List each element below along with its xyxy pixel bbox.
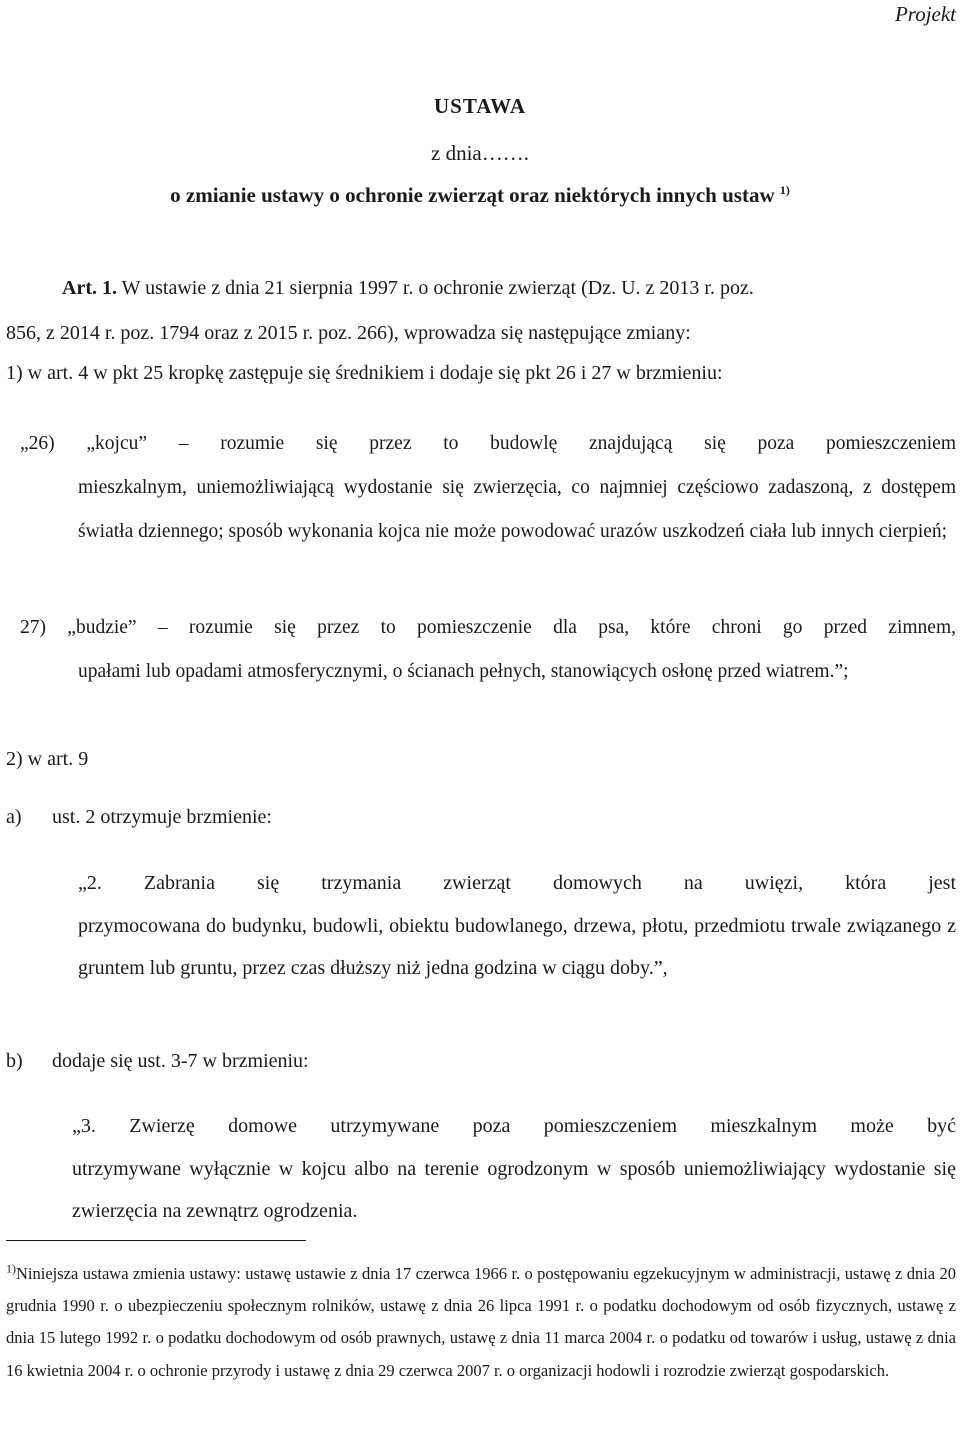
definition-26-body: mieszkalnym, uniemożliwiającą wydostanie się zwierzęcia, co najmniej częściowo zadaszoną, z dostępem światła dziennego; sposób wykonania kojca nie może powodować urazów uszkodzeń ciała lub innych cierpień; [78,477,956,542]
definition-26-first-line: „26) „kojcu” – rozumie się przez to budowlę znajdującą się poza pomieszczeniem [20,433,956,454]
article-1-line-1 [62,267,952,309]
article-label: Art. 1. [62,277,117,299]
footnote-text: Niniejsza ustawa zmienia ustawy: ustawę ustawie z dnia 17 czerwca 1966 r. o postępowaniu egzekucyjnym w administracji, ustawę z dnia 20 grudnia 1990 r. o ubezpieczeniu społecznym rolników, ustawę z dnia 26 lipca 1991 r. o podatku dochodowym od osób fizycznych, ustawę z dnia 15 lutego 1992 r. o podatku dochodowym od osób prawnych, ustawę z dnia 11 marca 2004 r. o podatku od towarów i usług, ustawę z dnia 16 kwietnia 2004 r. o ochronie przyrody i ustawę z dnia 29 czerwca 2007 r. o organizacji hodowli i rozrodzie zwierząt gospodarskich. [6,1264,956,1380]
draft-status-label: Projekt [894,2,956,26]
footnote-separator [6,1240,306,1241]
point-1: 1) w art. 4 w pkt 25 kropkę zastępuje się średnikiem i dodaje się pkt 26 i 27 w brzmieniu: [6,362,723,384]
definition-27-body: upałami lub opadami atmosferycznymi, o ścianach pełnych, stanowiących osłonę przed wiatrem.”; [78,661,849,682]
footnote [6,1258,956,1387]
subpoint-a [6,806,272,829]
ust-2-body: przymocowana do budynku, budowli, obiektu budowlanego, drzewa, płotu, przedmiotu trwale związanego z gruntem lub gruntu, przez czas dłuższy niż jedna godzina w ciągu doby.”, [78,915,956,979]
footnote-marker: 1) [6,1261,16,1276]
article-1-text: W ustawie z dnia 21 sierpnia 1997 r. o ochronie zwierząt (Dz. U. z 2013 r. poz. [116,277,754,299]
document-title: USTAWA [434,94,526,118]
subtitle-text: o zmianie ustawy o ochronie zwierząt oraz niektórych innych ustaw [170,183,775,207]
subpoint-b-text: dodaje się ust. 3-7 w brzmieniu: [52,1050,309,1072]
definition-27-first-line: 27) „budzie” – rozumie się przez to pomieszczenie dla psa, które chroni go przed zimnem, [20,617,956,638]
ust-3-body: utrzymywane wyłącznie w kojcu albo na terenie ogrodzonym w sposób uniemożliwiający wydostanie się zwierzęcia na zewnątrz ogrodzenia. [72,1158,956,1222]
document-subtitle [0,183,960,208]
document-date: z dnia……. [431,141,529,165]
subpoint-a-label: a) [6,806,22,828]
subpoint-b [6,1050,309,1073]
footnote-ref: 1) [779,183,790,197]
subpoint-b-label: b) [6,1050,23,1072]
article-1-line-2: 856, z 2014 r. poz. 1794 oraz z 2015 r. poz. 266), wprowadza się następujące zmiany: [6,322,691,344]
point-2: 2) w art. 9 [6,748,89,770]
ust-3-first-line: „3. Zwierzę domowe utrzymywane poza pomieszczeniem mieszkalnym może być [72,1115,956,1137]
subpoint-a-text: ust. 2 otrzymuje brzmienie: [52,806,272,828]
ust-2-first-line: „2. Zabrania się trzymania zwierząt domowych na uwięzi, która jest [78,872,956,894]
